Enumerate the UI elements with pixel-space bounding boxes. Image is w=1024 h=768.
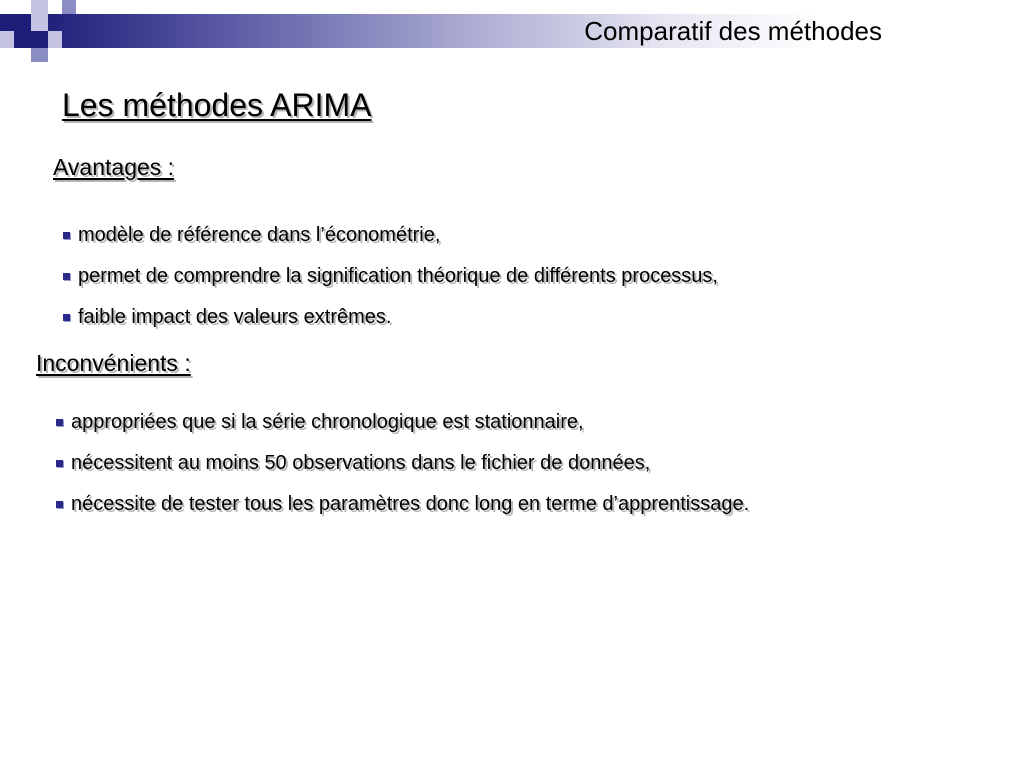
list-item: [56, 484, 749, 525]
square-bullet-icon: [63, 232, 70, 239]
list-item-text: appropriées que si la série chronologique est stationnaire,: [71, 411, 584, 433]
list-item: [63, 215, 718, 256]
slide-title: Les méthodes ARIMA: [62, 87, 372, 123]
list-item-text: permet de comprendre la signification théorique de différents processus,: [78, 265, 718, 287]
inconvenients-heading: Inconvénients :: [36, 350, 191, 376]
square-bullet-icon: [56, 501, 63, 508]
square-bullet-icon: [63, 314, 70, 321]
avantages-list: [63, 215, 718, 338]
list-item: [63, 297, 718, 338]
square-bullet-icon: [63, 273, 70, 280]
list-item: [56, 402, 749, 443]
list-item-text: nécessite de tester tous les paramètres donc long en terme d’apprentissage.: [71, 493, 750, 515]
avantages-heading: Avantages :: [53, 154, 175, 180]
square-bullet-icon: [56, 419, 63, 426]
list-item-text: modèle de référence dans l’économétrie,: [78, 224, 441, 246]
list-item-text: nécessitent au moins 50 observations dans le fichier de données,: [71, 452, 651, 474]
inconvenients-list: [56, 402, 749, 525]
header-title: Comparatif des méthodes: [584, 16, 882, 46]
list-item-text: faible impact des valeurs extrêmes.: [78, 306, 392, 328]
square-bullet-icon: [56, 460, 63, 467]
list-item: [63, 256, 718, 297]
list-item: [56, 443, 749, 484]
